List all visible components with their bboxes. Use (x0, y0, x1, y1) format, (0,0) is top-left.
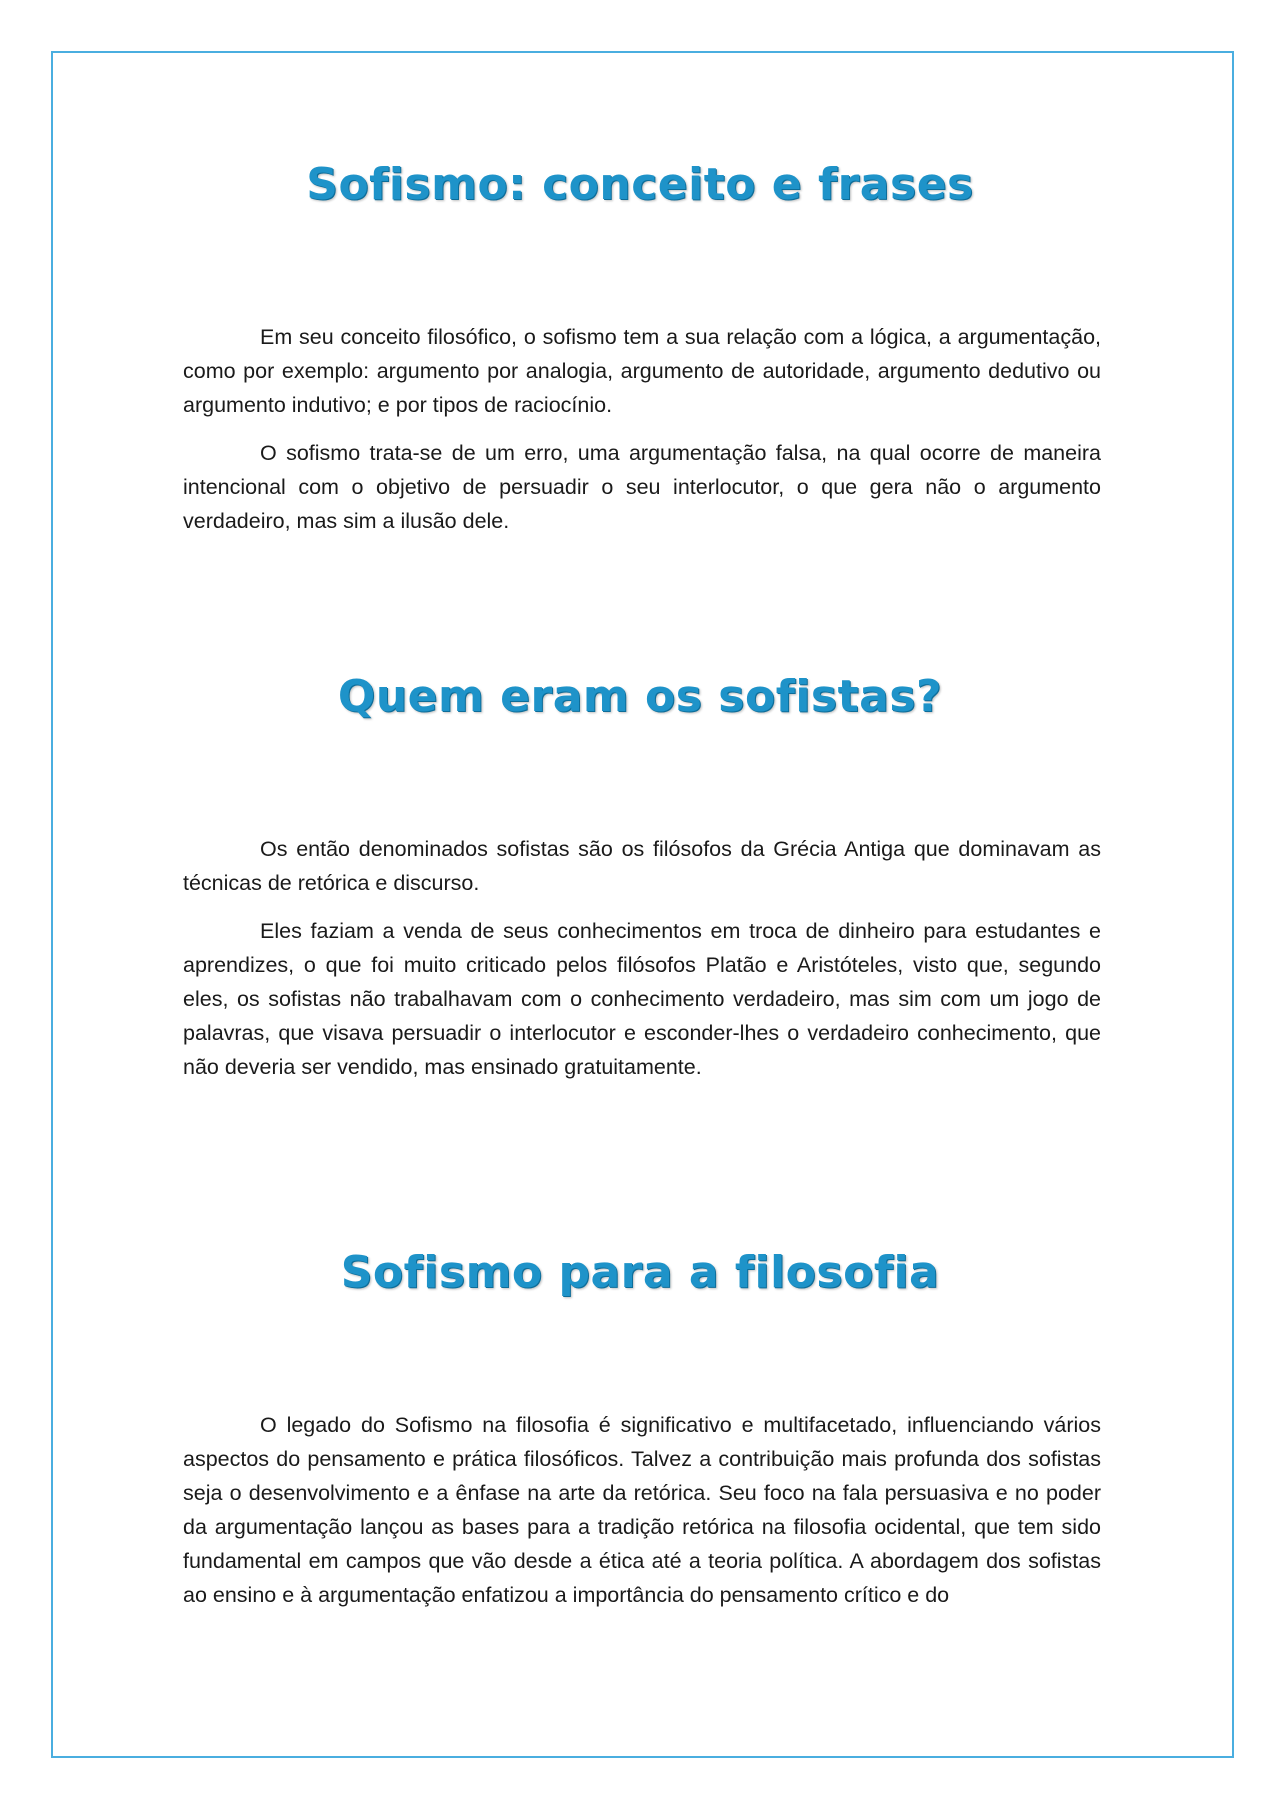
section-body-conceito (183, 320, 1101, 552)
section-heading-filosofia: Sofismo para a filosofia (340, 1247, 940, 1298)
section-heading-conceito: Sofismo: conceito e frases (306, 159, 974, 210)
section-body-filosofia (183, 1408, 1101, 1626)
paragraph: Os então denominados sofistas são os filósofos da Grécia Antiga que dominavam as técnicas de retórica e discurso. (183, 837, 1101, 895)
paragraph: Eles faziam a venda de seus conhecimentos em troca de dinheiro para estudantes e aprendizes, o que foi muito criticado pelos filósofos Platão e Aristóteles, visto que, segundo eles, os sofistas não trabalhavam com o conhecimento verdadeiro, mas sim com um jogo de palavras, que visava persuadir o interlocutor e esconder-lhes o verdadeiro conhecimento, que não deveria ser vendido, mas ensinado gratuitamente. (183, 919, 1101, 1079)
paragraph: Em seu conceito filosófico, o sofismo tem a sua relação com a lógica, a argumentação, como por exemplo: argumento por analogia, argumento de autoridade, argumento dedutivo ou argumento indutivo; e por tipos de raciocínio. (183, 325, 1101, 417)
paragraph: O sofismo trata-se de um erro, uma argumentação falsa, na qual ocorre de maneira intencional com o objetivo de persuadir o seu interlocutor, o que gera não o argumento verdadeiro, mas sim a ilusão dele. (183, 441, 1101, 533)
section-body-sofistas (183, 832, 1101, 1098)
section-heading-sofistas: Quem eram os sofistas? (337, 671, 943, 722)
paragraph: O legado do Sofismo na filosofia é significativo e multifacetado, influenciando vários aspectos do pensamento e prática filosóficos. Talvez a contribuição mais profunda dos sofistas seja o desenvolvimento e a ênfase na arte da retórica. Seu foco na fala persuasiva e no poder da argumentação lançou as bases para a tradição retórica na filosofia ocidental, que tem sido fundamental em campos que vão desde a ética até a teoria política. A abordagem dos sofistas ao ensino e à argumentação enfatizou a importância do pensamento crítico e do (183, 1413, 1101, 1607)
